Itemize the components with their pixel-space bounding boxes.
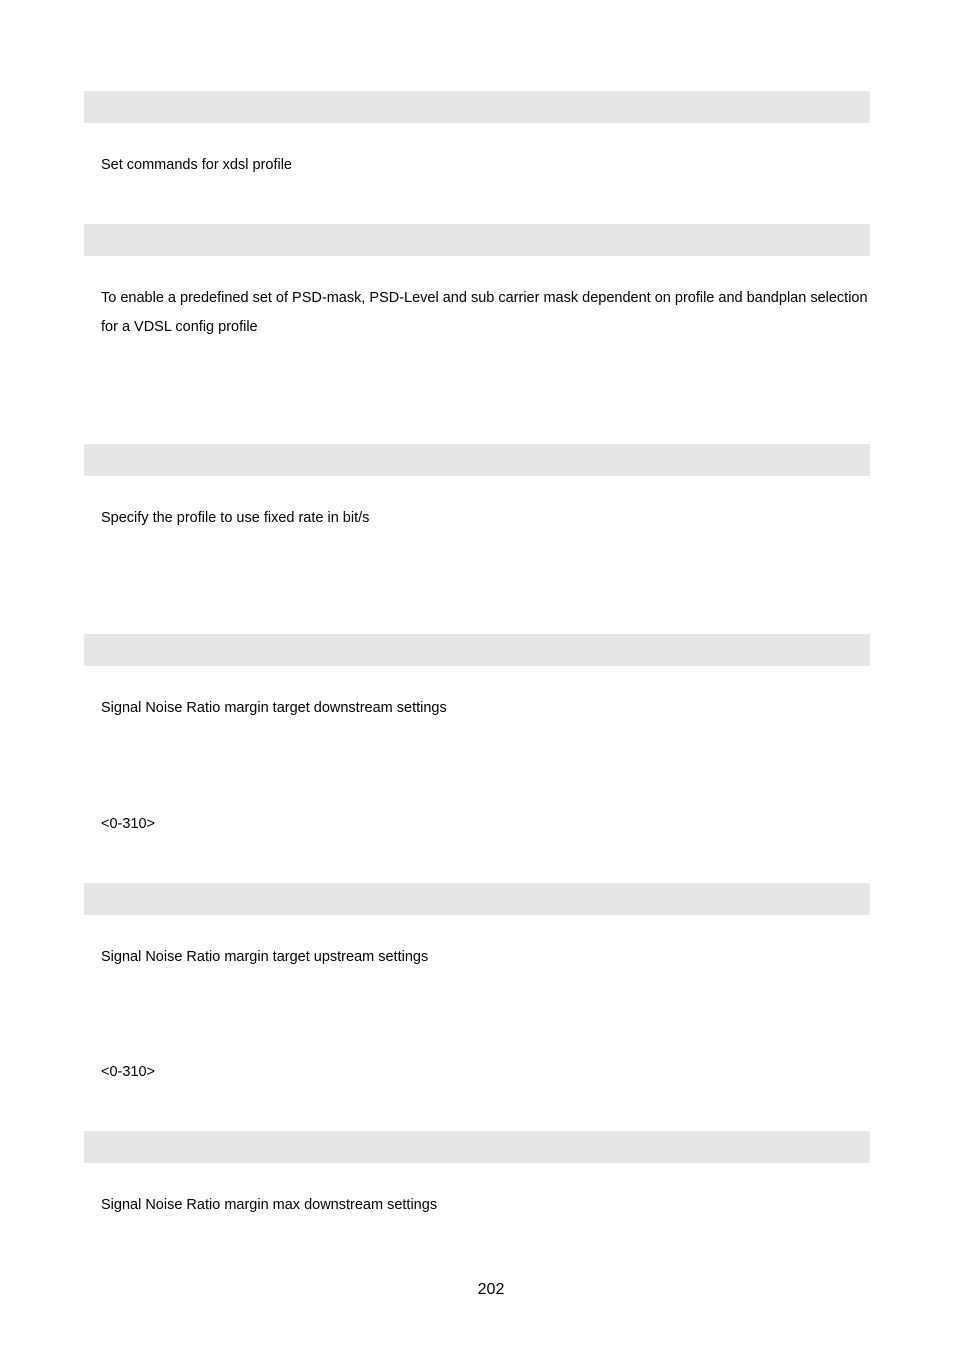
- section-description: Signal Noise Ratio margin max downstream settings: [101, 1197, 438, 1213]
- section-header-bar: [84, 634, 870, 666]
- parameter-range: <0-310>: [101, 816, 156, 832]
- section-header-bar: [84, 1131, 870, 1163]
- section-header-bar: [84, 883, 870, 915]
- section-header-bar: [84, 91, 870, 123]
- section-header-bar: [84, 224, 870, 256]
- page-number: 202: [477, 1281, 505, 1298]
- section-description: Signal Noise Ratio margin target upstream settings: [101, 949, 429, 965]
- parameter-range: <0-310>: [101, 1064, 156, 1080]
- section-header-bar: [84, 444, 870, 476]
- section-description: Set commands for xdsl profile: [101, 157, 292, 173]
- section-description: Specify the profile to use fixed rate in bit/s: [101, 510, 370, 526]
- section-description: To enable a predefined set of PSD-mask, PSD-Level and sub carrier mask dependent on profile and bandplan selection for a VDSL config profile: [101, 290, 868, 335]
- section-description: Signal Noise Ratio margin target downstream settings: [101, 700, 447, 716]
